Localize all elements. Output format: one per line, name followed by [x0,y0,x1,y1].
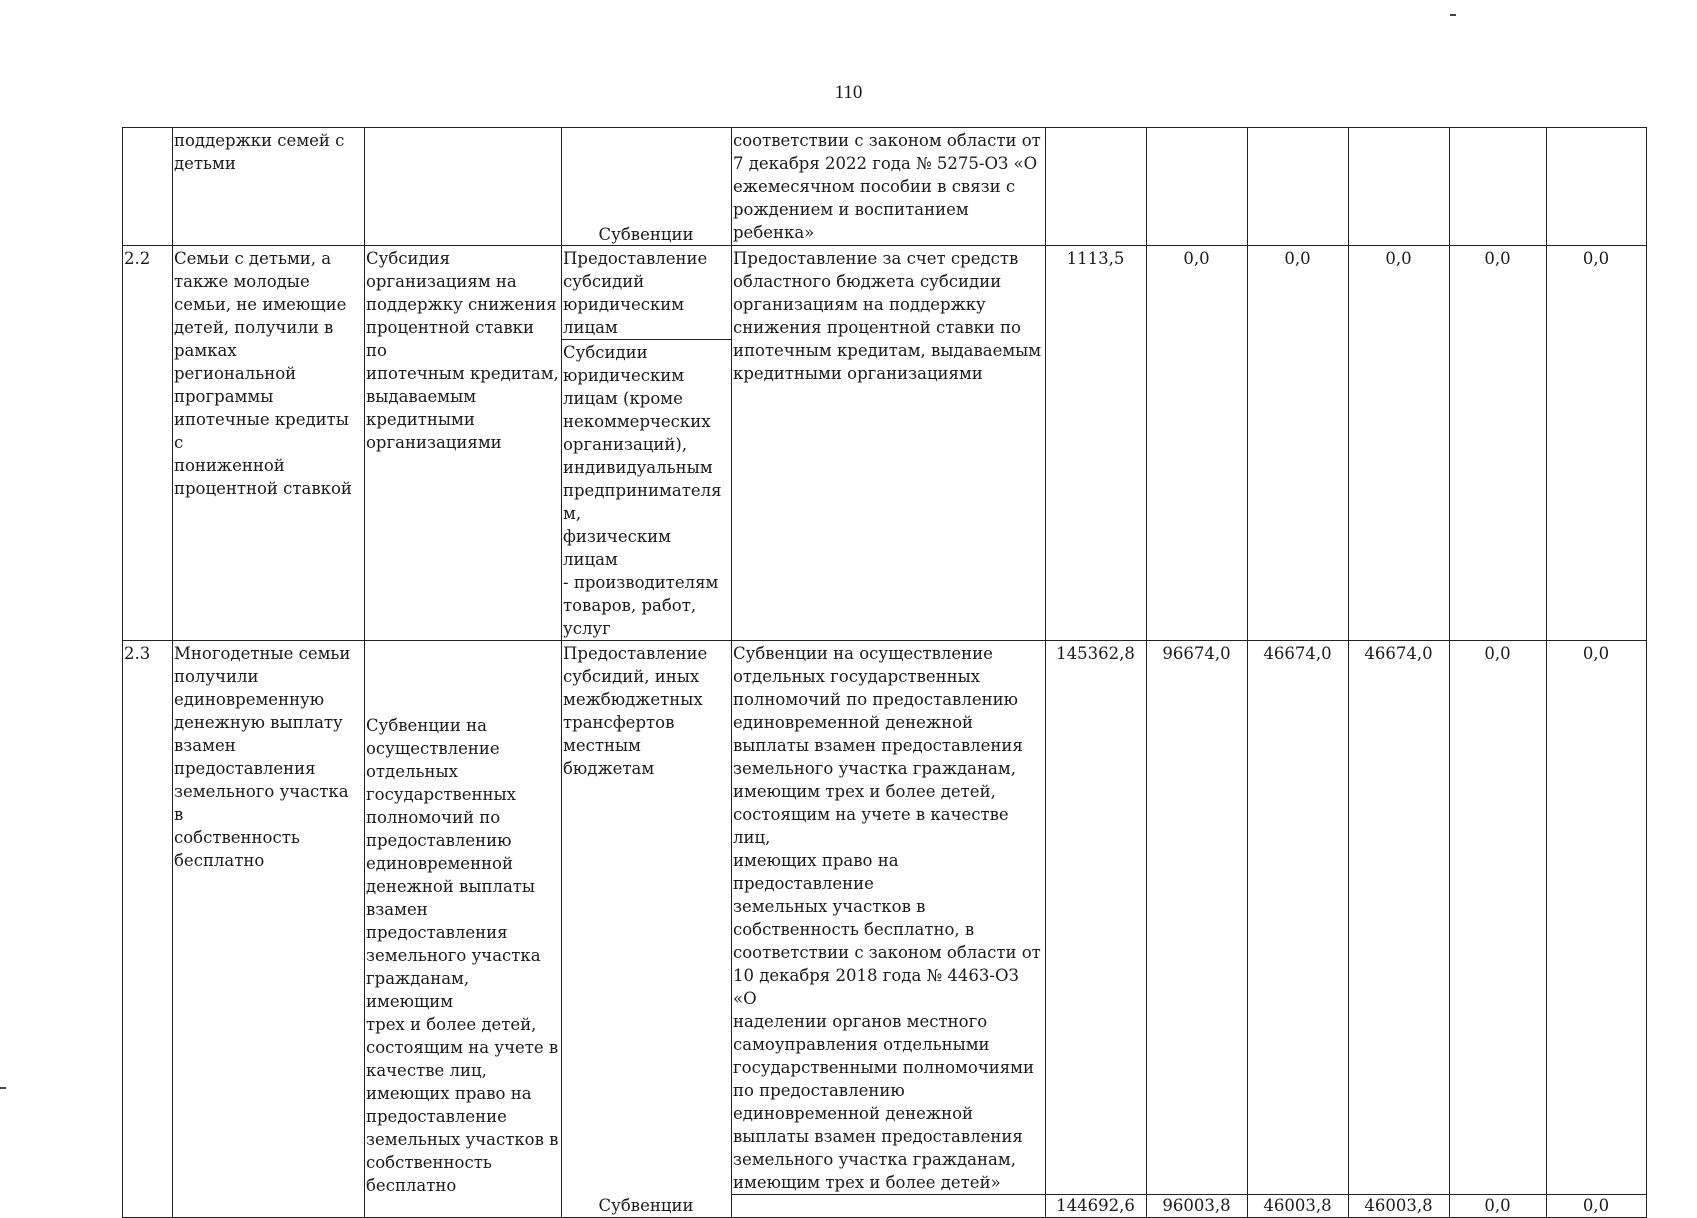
value-cell: 0,0 [1349,246,1450,641]
measure-cell: Субсидия организациям на поддержку снижения процентной ставки по ипотечным кредитам, выдаваемым кредитными организациями [365,246,562,641]
row-number [123,128,173,246]
measure-cell [365,128,562,246]
measure-cell: Субвенции на осуществление отдельных государственных полномочий по предоставлению единовременной денежной выплаты взамен предоставления земельного участка гражданам, имеющим трех и более детей, состоящим на учете в качестве лиц, имеющих право на предоставление земельных участков в собственность бесплатно [365,641,562,1218]
value-cell [1046,128,1147,246]
description-cell: соответствии с законом области от 7 декабря 2022 года № 5275-ОЗ «О ежемесячном пособии в связи с рождением и воспитанием ребенка» [732,128,1046,246]
funding-footer: Субвенции [562,1195,732,1218]
value-cell: 0,0 [1547,641,1647,1195]
result-cell: Многодетные семьи получили единовременную денежную выплату взамен предоставления земельного участка в собственность бесплатно [173,641,365,1218]
value-cell: 46674,0 [1349,641,1450,1195]
result-cell: Семьи с детьми, а также молодые семьи, не имеющие детей, получили в рамках региональной программы ипотечные кредиты с пониженной процентной ставкой [173,246,365,641]
table-row [123,128,1647,224]
footer-value-cell: 144692,6 [1046,1195,1147,1218]
scan-mark-top [1450,14,1456,16]
funding-method-cell: Предоставление субсидий, иных межбюджетных трансфертов местным бюджетам [562,641,732,1195]
value-cell: 0,0 [1248,246,1349,641]
description-cell: Предоставление за счет средств областного бюджета субсидии организациям на поддержку снижения процентной ставки по ипотечным кредитам, выдаваемым кредитными организациями [732,246,1046,641]
value-cell [1547,128,1647,246]
footer-value-cell: 46003,8 [1248,1195,1349,1218]
result-cell: поддержки семей с детьми [173,128,365,246]
funding-method-cell [562,128,732,224]
description-cell: Субвенции на осуществление отдельных государственных полномочий по предоставлению единовременной денежной выплаты взамен предоставления земельного участка гражданам, имеющим трех и более детей, состоящим на учете в качестве лиц, имеющих право на предоставление земельных участков в собственность бесплатно, в соответствии с законом области от 10 декабря 2018 года № 4463-ОЗ «О наделении органов местного самоуправления отдельными государственными полномочиями по предоставлению единовременной денежной выплаты взамен предоставления земельного участка гражданам, имеющим трех и более детей» [732,641,1046,1195]
footer-value-cell: 0,0 [1450,1195,1547,1218]
budget-table [122,127,1647,1218]
table-row [123,246,1647,340]
value-cell: 46674,0 [1248,641,1349,1195]
table-row [123,641,1647,1195]
footer-value-cell: 96003,8 [1147,1195,1248,1218]
value-cell [1147,128,1248,246]
footer-value-cell: 0,0 [1547,1195,1647,1218]
value-cell: 1113,5 [1046,246,1147,641]
footer-value-cell: 46003,8 [1349,1195,1450,1218]
value-cell [1248,128,1349,246]
funding-method-cell: Предоставление субсидий юридическим лицам [562,246,732,340]
description-footer [732,1195,1046,1218]
value-cell: 145362,8 [1046,641,1147,1195]
value-cell: 96674,0 [1147,641,1248,1195]
row-number: 2.2 [123,246,173,641]
page-number: 110 [834,82,863,103]
scan-mark-left [0,1087,6,1089]
funding-footer: Субвенции [562,224,732,246]
value-cell: 0,0 [1450,246,1547,641]
row-number: 2.3 [123,641,173,1218]
value-cell [1450,128,1547,246]
value-cell: 0,0 [1547,246,1647,641]
value-cell: 0,0 [1450,641,1547,1195]
value-cell [1349,128,1450,246]
funding-sub-cell: Субсидии юридическим лицам (кроме некоммерческих организаций), индивидуальным предпринимателям, физическим лицам - производителям товаров, работ, услуг [562,340,732,641]
value-cell: 0,0 [1147,246,1248,641]
